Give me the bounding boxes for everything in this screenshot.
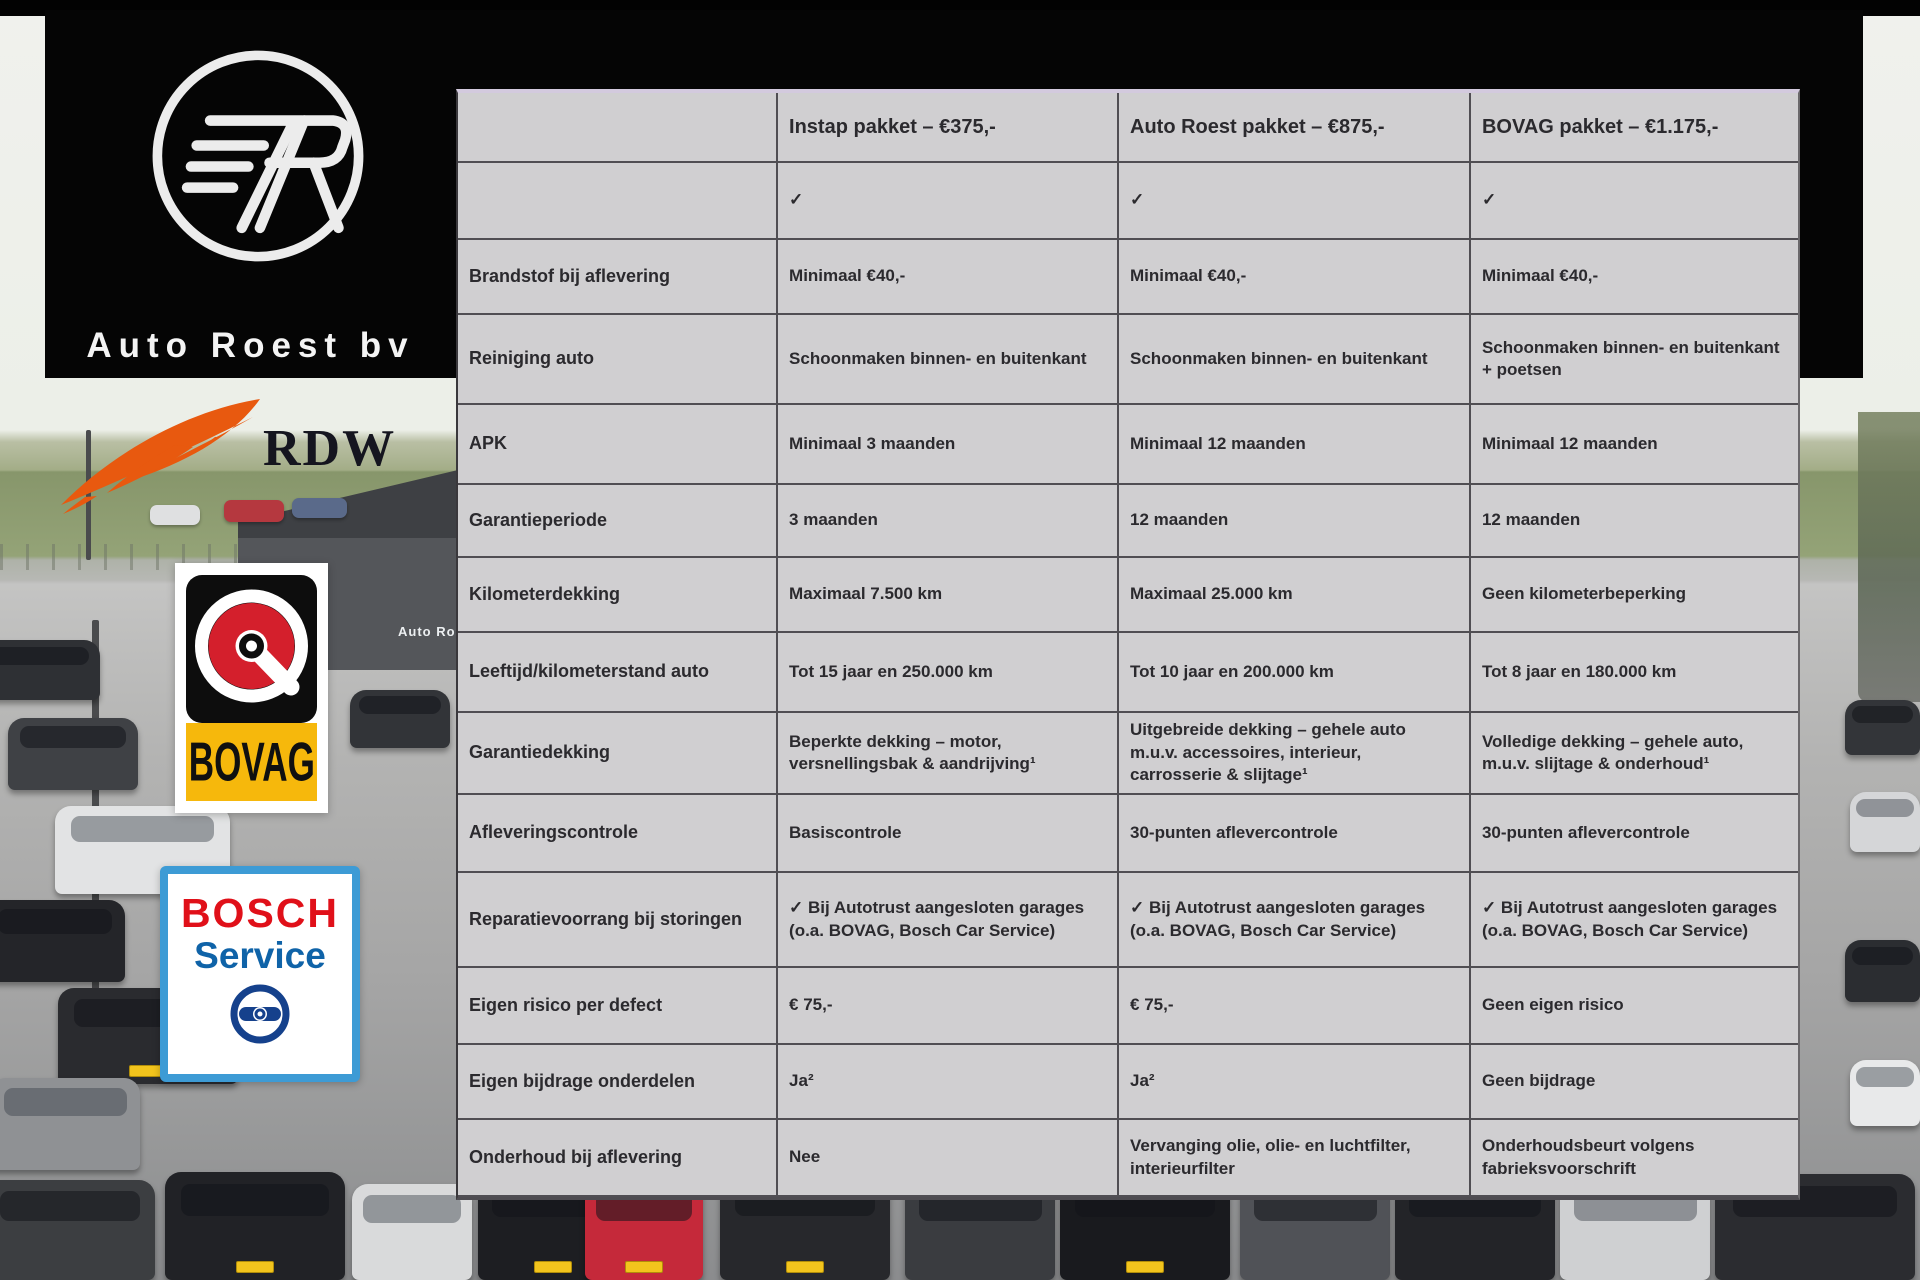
value-cell: Uitgebreide dekking – gehele auto m.u.v. accessoires, interieur, carrosserie & slijtage¹ [1119,713,1471,795]
value-cell: Minimaal €40,- [1471,240,1798,315]
bosch-service-wordmark: Service [194,935,326,976]
value-cell: Basiscontrole [778,795,1119,873]
value-cell: ✓ Bij Autotrust aangesloten garages (o.a. BOVAG, Bosch Car Service) [1119,873,1471,968]
column-header: Instap pakket – €375,- [778,93,1119,163]
row-label: Brandstof bij aflevering [458,240,778,315]
value-cell: ✓ [1471,163,1798,240]
car-shape [1845,940,1920,1002]
row-label: Leeftijd/kilometerstand auto [458,633,778,713]
row-label: Reparatievoorrang bij storingen [458,873,778,968]
value-cell: Geen eigen risico [1471,968,1798,1045]
building-sign: Auto Ro [398,624,456,639]
row-label: APK [458,405,778,485]
value-cell: Minimaal 12 maanden [1119,405,1471,485]
value-cell: Geen kilometerbeperking [1471,558,1798,633]
corner-cell [458,93,778,163]
car-shape [352,1184,472,1280]
row-label: Garantiedekking [458,713,778,795]
bosch-armature-icon [229,983,291,1045]
car-shape [350,690,450,748]
bovag-emblem-icon [186,575,317,723]
value-cell: € 75,- [1119,968,1471,1045]
row-label [458,163,778,240]
value-cell: Tot 10 jaar en 200.000 km [1119,633,1471,713]
value-cell: ✓ Bij Autotrust aangesloten garages (o.a. BOVAG, Bosch Car Service) [1471,873,1798,968]
rdw-wordmark: RDW [263,420,397,477]
value-cell: Vervanging olie, olie- en luchtfilter, interieurfilter [1119,1120,1471,1197]
rdw-wing-icon [55,393,270,518]
value-cell: Ja² [778,1045,1119,1120]
value-cell: 30-punten aflevercontrole [1471,795,1798,873]
row-label: Garantieperiode [458,485,778,558]
brand-name: Auto Roest bv [86,326,415,365]
car-shape [165,1172,345,1280]
auto-roest-logo-icon [143,32,373,280]
car-shape [0,1180,155,1280]
value-cell: Tot 8 jaar en 180.000 km [1471,633,1798,713]
value-cell: Onderhoudsbeurt volgens fabrieksvoorschrift [1471,1120,1798,1197]
bovag-wordmark: BOVAG [188,730,315,793]
bovag-logo [175,563,328,813]
value-cell: € 75,- [778,968,1119,1045]
row-label: Eigen risico per defect [458,968,778,1045]
car-shape [0,640,100,700]
value-cell: Schoonmaken binnen- en buitenkant + poetsen [1471,315,1798,405]
row-label: Reiniging auto [458,315,778,405]
value-cell: Nee [778,1120,1119,1197]
car-shape [8,718,138,790]
value-cell: Geen bijdrage [1471,1045,1798,1120]
car-shape [1850,792,1920,852]
row-label: Eigen bijdrage onderdelen [458,1045,778,1120]
car-shape [0,1078,140,1170]
value-cell: Schoonmaken binnen- en buitenkant [778,315,1119,405]
package-comparison-table [456,89,1800,1200]
value-cell: Ja² [1119,1045,1471,1120]
value-cell: ✓ [1119,163,1471,240]
bovag-emblem [186,575,317,801]
value-cell: Minimaal €40,- [778,240,1119,315]
value-cell: ✓ [778,163,1119,240]
column-header: Auto Roest pakket – €875,- [1119,93,1471,163]
row-label: Afleveringscontrole [458,795,778,873]
trees [1858,412,1920,702]
bosch-service-logo [160,866,360,1082]
row-label: Onderhoud bij aflevering [458,1120,778,1197]
value-cell: 12 maanden [1119,485,1471,558]
car-shape [0,900,125,982]
value-cell: Minimaal 12 maanden [1471,405,1798,485]
value-cell: Tot 15 jaar en 250.000 km [778,633,1119,713]
value-cell: 30-punten aflevercontrole [1119,795,1471,873]
value-cell: Maximaal 7.500 km [778,558,1119,633]
value-cell: Schoonmaken binnen- en buitenkant [1119,315,1471,405]
row-label: Kilometerdekking [458,558,778,633]
bosch-wordmark: BOSCH [180,890,340,936]
value-cell: Maximaal 25.000 km [1119,558,1471,633]
rdw-logo [55,393,397,523]
bovag-name-bar [186,723,317,801]
value-cell: 12 maanden [1471,485,1798,558]
value-cell: Beperkte dekking – motor, versnellingsbak & aandrijving¹ [778,713,1119,795]
value-cell: Volledige dekking – gehele auto, m.u.v. slijtage & onderhoud¹ [1471,713,1798,795]
value-cell: ✓ Bij Autotrust aangesloten garages (o.a. BOVAG, Bosch Car Service) [778,873,1119,968]
column-header: BOVAG pakket – €1.175,- [1471,93,1798,163]
value-cell: 3 maanden [778,485,1119,558]
car-shape [1850,1060,1920,1126]
value-cell: Minimaal 3 maanden [778,405,1119,485]
value-cell: Minimaal €40,- [1119,240,1471,315]
car-shape [1845,700,1920,755]
brand-panel [45,10,456,378]
